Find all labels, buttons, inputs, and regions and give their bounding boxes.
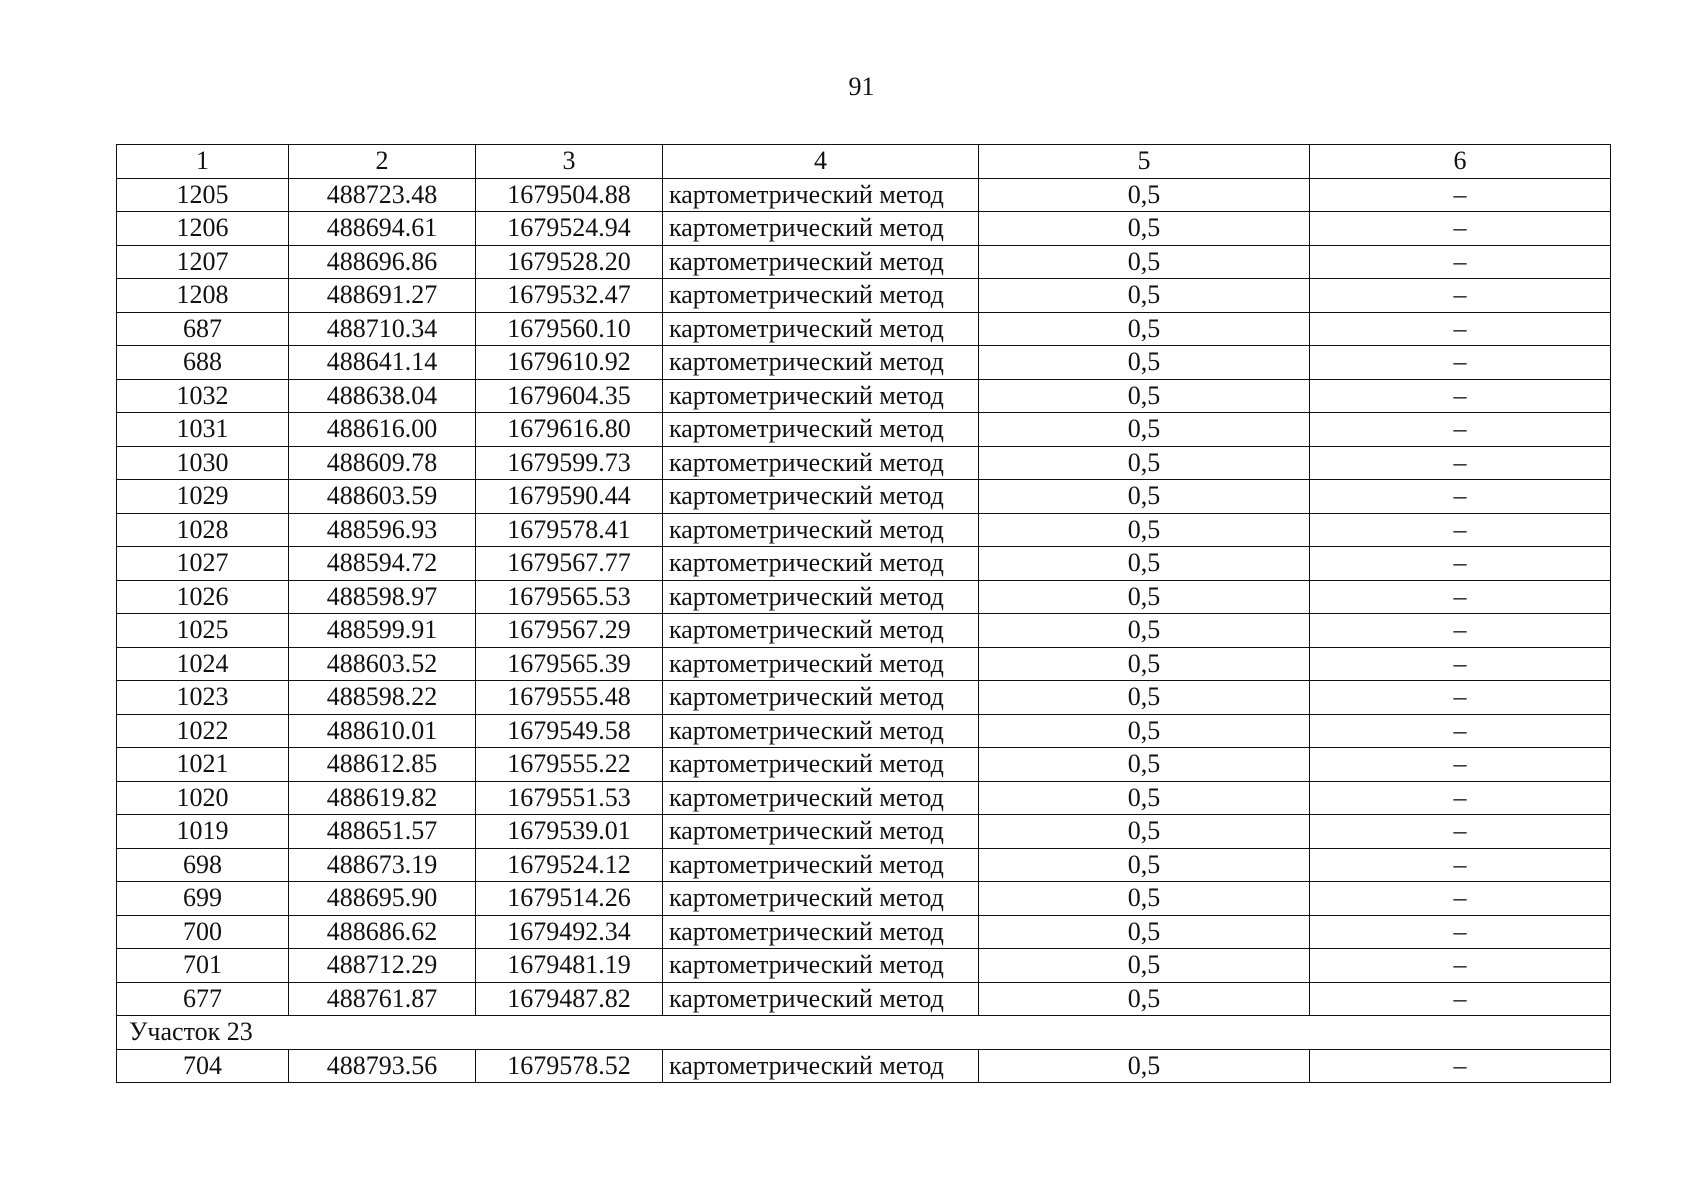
table-row (117, 714, 1611, 748)
point-number-cell: 1028 (117, 513, 289, 547)
table-row (117, 346, 1611, 380)
description-cell: – (1310, 614, 1611, 648)
page-number: 91 (848, 72, 875, 101)
method-cell: картометрический метод (663, 1049, 979, 1083)
point-number-cell: 698 (117, 848, 289, 882)
method-cell: картометрический метод (663, 681, 979, 715)
x-coordinate-cell: 488651.57 (289, 815, 476, 849)
y-coordinate-cell: 1679565.53 (476, 580, 663, 614)
accuracy-cell: 0,5 (979, 212, 1310, 246)
y-coordinate-cell: 1679524.94 (476, 212, 663, 246)
method-cell: картометрический метод (663, 547, 979, 581)
description-cell: – (1310, 178, 1611, 212)
method-cell: картометрический метод (663, 446, 979, 480)
point-number-cell: 701 (117, 949, 289, 983)
x-coordinate-cell: 488616.00 (289, 413, 476, 447)
header-cell: 4 (663, 145, 979, 179)
table-row (117, 882, 1611, 916)
accuracy-cell: 0,5 (979, 748, 1310, 782)
coordinates-table (116, 144, 1611, 1083)
section-row (117, 1016, 1611, 1050)
description-cell: – (1310, 580, 1611, 614)
table-row (117, 513, 1611, 547)
y-coordinate-cell: 1679514.26 (476, 882, 663, 916)
y-coordinate-cell: 1679487.82 (476, 982, 663, 1016)
x-coordinate-cell: 488686.62 (289, 915, 476, 949)
y-coordinate-cell: 1679549.58 (476, 714, 663, 748)
point-number-cell: 1024 (117, 647, 289, 681)
header-cell: 5 (979, 145, 1310, 179)
description-cell: – (1310, 681, 1611, 715)
description-cell: – (1310, 781, 1611, 815)
method-cell: картометрический метод (663, 614, 979, 648)
point-number-cell: 1030 (117, 446, 289, 480)
point-number-cell: 1020 (117, 781, 289, 815)
point-number-cell: 1031 (117, 413, 289, 447)
description-cell: – (1310, 513, 1611, 547)
table-row (117, 312, 1611, 346)
x-coordinate-cell: 488712.29 (289, 949, 476, 983)
accuracy-cell: 0,5 (979, 1049, 1310, 1083)
point-number-cell: 700 (117, 915, 289, 949)
y-coordinate-cell: 1679567.29 (476, 614, 663, 648)
table-row (117, 279, 1611, 313)
method-cell: картометрический метод (663, 245, 979, 279)
y-coordinate-cell: 1679481.19 (476, 949, 663, 983)
y-coordinate-cell: 1679555.22 (476, 748, 663, 782)
table-row (117, 681, 1611, 715)
table-row (117, 614, 1611, 648)
table-row (117, 379, 1611, 413)
header-row (117, 145, 1611, 179)
x-coordinate-cell: 488603.52 (289, 647, 476, 681)
accuracy-cell: 0,5 (979, 614, 1310, 648)
method-cell: картометрический метод (663, 714, 979, 748)
y-coordinate-cell: 1679560.10 (476, 312, 663, 346)
method-cell: картометрический метод (663, 580, 979, 614)
y-coordinate-cell: 1679524.12 (476, 848, 663, 882)
header-cell: 1 (117, 145, 289, 179)
y-coordinate-cell: 1679492.34 (476, 915, 663, 949)
y-coordinate-cell: 1679504.88 (476, 178, 663, 212)
x-coordinate-cell: 488694.61 (289, 212, 476, 246)
accuracy-cell: 0,5 (979, 413, 1310, 447)
description-cell: – (1310, 982, 1611, 1016)
y-coordinate-cell: 1679532.47 (476, 279, 663, 313)
point-number-cell: 699 (117, 882, 289, 916)
accuracy-cell: 0,5 (979, 245, 1310, 279)
point-number-cell: 1206 (117, 212, 289, 246)
table-row (117, 781, 1611, 815)
accuracy-cell: 0,5 (979, 379, 1310, 413)
x-coordinate-cell: 488612.85 (289, 748, 476, 782)
x-coordinate-cell: 488691.27 (289, 279, 476, 313)
description-cell: – (1310, 815, 1611, 849)
x-coordinate-cell: 488598.97 (289, 580, 476, 614)
method-cell: картометрический метод (663, 815, 979, 849)
x-coordinate-cell: 488641.14 (289, 346, 476, 380)
x-coordinate-cell: 488793.56 (289, 1049, 476, 1083)
table-row (117, 1049, 1611, 1083)
description-cell: – (1310, 379, 1611, 413)
point-number-cell: 1207 (117, 245, 289, 279)
table-row (117, 982, 1611, 1016)
accuracy-cell: 0,5 (979, 647, 1310, 681)
method-cell: картометрический метод (663, 848, 979, 882)
description-cell: – (1310, 848, 1611, 882)
y-coordinate-cell: 1679610.92 (476, 346, 663, 380)
accuracy-cell: 0,5 (979, 882, 1310, 916)
y-coordinate-cell: 1679555.48 (476, 681, 663, 715)
description-cell: – (1310, 714, 1611, 748)
point-number-cell: 687 (117, 312, 289, 346)
description-cell: – (1310, 446, 1611, 480)
x-coordinate-cell: 488761.87 (289, 982, 476, 1016)
y-coordinate-cell: 1679528.20 (476, 245, 663, 279)
y-coordinate-cell: 1679599.73 (476, 446, 663, 480)
table-row (117, 547, 1611, 581)
header-cell: 6 (1310, 145, 1611, 179)
description-cell: – (1310, 1049, 1611, 1083)
method-cell: картометрический метод (663, 748, 979, 782)
description-cell: – (1310, 547, 1611, 581)
x-coordinate-cell: 488638.04 (289, 379, 476, 413)
description-cell: – (1310, 480, 1611, 514)
table-row (117, 915, 1611, 949)
accuracy-cell: 0,5 (979, 815, 1310, 849)
y-coordinate-cell: 1679551.53 (476, 781, 663, 815)
description-cell: – (1310, 212, 1611, 246)
description-cell: – (1310, 915, 1611, 949)
description-cell: – (1310, 346, 1611, 380)
accuracy-cell: 0,5 (979, 513, 1310, 547)
accuracy-cell: 0,5 (979, 480, 1310, 514)
method-cell: картометрический метод (663, 480, 979, 514)
point-number-cell: 1021 (117, 748, 289, 782)
table-row (117, 580, 1611, 614)
table-row (117, 245, 1611, 279)
method-cell: картометрический метод (663, 915, 979, 949)
accuracy-cell: 0,5 (979, 178, 1310, 212)
table-row (117, 748, 1611, 782)
method-cell: картометрический метод (663, 413, 979, 447)
method-cell: картометрический метод (663, 279, 979, 313)
x-coordinate-cell: 488610.01 (289, 714, 476, 748)
y-coordinate-cell: 1679567.77 (476, 547, 663, 581)
point-number-cell: 677 (117, 982, 289, 1016)
point-number-cell: 1208 (117, 279, 289, 313)
description-cell: – (1310, 647, 1611, 681)
accuracy-cell: 0,5 (979, 681, 1310, 715)
header-cell: 3 (476, 145, 663, 179)
point-number-cell: 688 (117, 346, 289, 380)
method-cell: картометрический метод (663, 312, 979, 346)
accuracy-cell: 0,5 (979, 580, 1310, 614)
y-coordinate-cell: 1679565.39 (476, 647, 663, 681)
description-cell: – (1310, 413, 1611, 447)
point-number-cell: 1023 (117, 681, 289, 715)
description-cell: – (1310, 748, 1611, 782)
x-coordinate-cell: 488594.72 (289, 547, 476, 581)
x-coordinate-cell: 488598.22 (289, 681, 476, 715)
y-coordinate-cell: 1679604.35 (476, 379, 663, 413)
y-coordinate-cell: 1679578.52 (476, 1049, 663, 1083)
accuracy-cell: 0,5 (979, 848, 1310, 882)
accuracy-cell: 0,5 (979, 446, 1310, 480)
method-cell: картометрический метод (663, 212, 979, 246)
point-number-cell: 1027 (117, 547, 289, 581)
description-cell: – (1310, 279, 1611, 313)
accuracy-cell: 0,5 (979, 279, 1310, 313)
description-cell: – (1310, 882, 1611, 916)
table-row (117, 212, 1611, 246)
x-coordinate-cell: 488696.86 (289, 245, 476, 279)
point-number-cell: 1022 (117, 714, 289, 748)
table-body (117, 145, 1611, 1083)
method-cell: картометрический метод (663, 781, 979, 815)
accuracy-cell: 0,5 (979, 714, 1310, 748)
method-cell: картометрический метод (663, 982, 979, 1016)
method-cell: картометрический метод (663, 379, 979, 413)
accuracy-cell: 0,5 (979, 312, 1310, 346)
method-cell: картометрический метод (663, 882, 979, 916)
point-number-cell: 1026 (117, 580, 289, 614)
method-cell: картометрический метод (663, 949, 979, 983)
y-coordinate-cell: 1679578.41 (476, 513, 663, 547)
table-row (117, 848, 1611, 882)
x-coordinate-cell: 488596.93 (289, 513, 476, 547)
description-cell: – (1310, 312, 1611, 346)
table-row (117, 949, 1611, 983)
y-coordinate-cell: 1679590.44 (476, 480, 663, 514)
y-coordinate-cell: 1679539.01 (476, 815, 663, 849)
x-coordinate-cell: 488723.48 (289, 178, 476, 212)
accuracy-cell: 0,5 (979, 949, 1310, 983)
table-row (117, 815, 1611, 849)
header-cell: 2 (289, 145, 476, 179)
method-cell: картометрический метод (663, 513, 979, 547)
x-coordinate-cell: 488619.82 (289, 781, 476, 815)
x-coordinate-cell: 488710.34 (289, 312, 476, 346)
table-row (117, 647, 1611, 681)
table-row (117, 413, 1611, 447)
method-cell: картометрический метод (663, 346, 979, 380)
x-coordinate-cell: 488603.59 (289, 480, 476, 514)
x-coordinate-cell: 488673.19 (289, 848, 476, 882)
accuracy-cell: 0,5 (979, 547, 1310, 581)
x-coordinate-cell: 488609.78 (289, 446, 476, 480)
x-coordinate-cell: 488599.91 (289, 614, 476, 648)
point-number-cell: 1032 (117, 379, 289, 413)
method-cell: картометрический метод (663, 647, 979, 681)
accuracy-cell: 0,5 (979, 982, 1310, 1016)
x-coordinate-cell: 488695.90 (289, 882, 476, 916)
section-label: Участок 23 (117, 1016, 1611, 1050)
y-coordinate-cell: 1679616.80 (476, 413, 663, 447)
accuracy-cell: 0,5 (979, 346, 1310, 380)
point-number-cell: 1205 (117, 178, 289, 212)
description-cell: – (1310, 949, 1611, 983)
accuracy-cell: 0,5 (979, 781, 1310, 815)
point-number-cell: 1019 (117, 815, 289, 849)
point-number-cell: 704 (117, 1049, 289, 1083)
table-row (117, 178, 1611, 212)
description-cell: – (1310, 245, 1611, 279)
accuracy-cell: 0,5 (979, 915, 1310, 949)
table-row (117, 446, 1611, 480)
table-row (117, 480, 1611, 514)
method-cell: картометрический метод (663, 178, 979, 212)
point-number-cell: 1025 (117, 614, 289, 648)
point-number-cell: 1029 (117, 480, 289, 514)
